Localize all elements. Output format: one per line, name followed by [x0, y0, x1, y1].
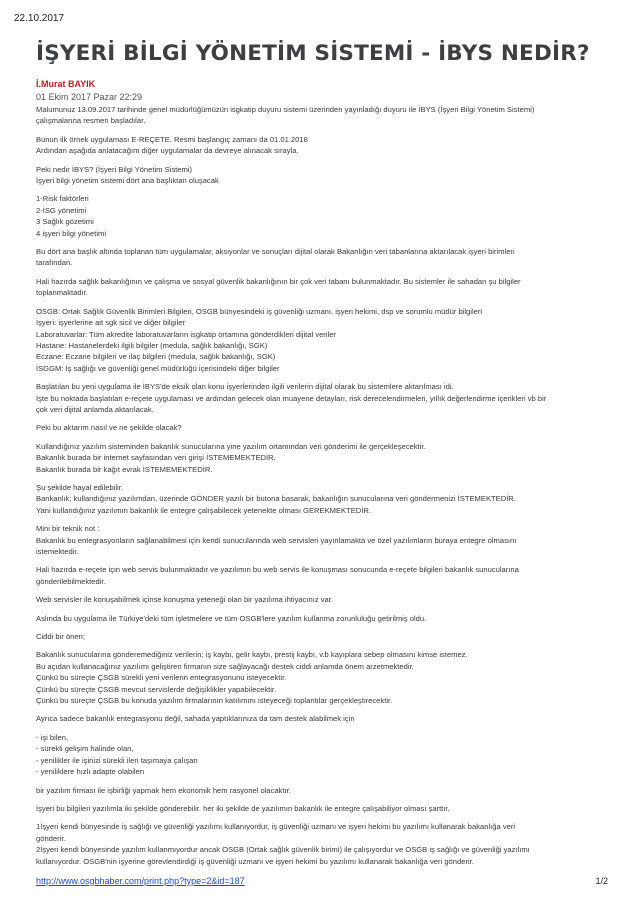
text-line: İSGGM: İş sağlığı ve güvenliği genel müdürlüğü içerisindeki diğer bilgiler — [36, 363, 280, 373]
text-line: Eczane: Eczane bilgileri ve ilaç bilgileri (medula, sağlık bakanlığı, SGK) — [36, 352, 276, 362]
text-line: toplanmaktadır. — [36, 288, 88, 298]
text-line: istemektedir. — [36, 547, 79, 556]
article-body — [36, 104, 598, 867]
text-line: Mini bir teknik not : — [36, 524, 100, 534]
text-line: İşte bu noktada başlatılan e-reçete uygulaması ve ardından gelecek olan muayene detayları, risk derecelendirmeleri, yıllık değerlendirme içerikleri vb bir — [36, 393, 547, 403]
paragraph — [36, 306, 598, 374]
paragraph — [36, 803, 598, 814]
text-line: Bu dört ana başlık altında toplanan tüm uygulamalar, aksiyonlar ve sonuçları dijital olarak Bakanlığın veri tabanlarına aktarılacak işyeri birimleri — [36, 247, 515, 257]
text-line: İşyeri bu bilgileri yazılımla iki şekilde gönderebilir. her iki şekilde de yazılımın bakanlık ile entegre çalışabiliyor olması şarttır. — [36, 803, 450, 813]
text-line: Peki bu aktarım nasıl ve ne şekilde olacak? — [36, 423, 182, 433]
text-line: Başlatılan bu yeni uygulama ile İBYS'de eksik olan konu işyerlerinden ilgili verilerin dijital olarak bu sistemlere aktarılması idi. — [36, 382, 454, 392]
paragraph — [36, 613, 598, 624]
text-line: çok veri dijital anlamda aktarılacak. — [36, 404, 154, 414]
text-line: Aslında bu uygulama ile Türkiye'deki tüm işletmelere ve tüm OSGB'lere yazılım kullanma zorunluluğu getirilmiş oldu. — [36, 613, 427, 623]
text-line: Peki nedir İBYS? (İşyeri Bilgi Yönetim Sistemi) — [36, 164, 193, 174]
text-line: tarafından. — [36, 258, 73, 268]
text-line: Ciddi bir öneri; — [36, 632, 85, 642]
paragraph — [36, 246, 598, 269]
text-line: gönderilebilmektedir. — [36, 576, 106, 586]
paragraph — [36, 381, 598, 415]
text-line: Bakanlık bu entegrasyonların sağlanabilmesi için kendi sunucularında web servisleri yayınlamakta ve özel yazılımların buraya entegre olmasını — [36, 535, 517, 545]
text-line: 1İşyeri kendi bünyesinde iş sağlığı ve güvenliği yazılımı kullanıyordur, iş güvenliği uzmanı ve işyeri hekimi bu yazılımı kullanarak bakanlığa veri — [36, 822, 516, 832]
print-date: 22.10.2017 — [14, 13, 65, 24]
paragraph — [36, 134, 598, 157]
text-line: Laboratuvarlar: Tüm akredite laboratuvarların isgkatip ortamına gönderdikleri dijital veriler — [36, 329, 336, 339]
text-line: OSGB: Ortak Sağlık Güvenlik Birimleri Bilgileri, OSGB bünyesindeki iş güvenliği uzmanı, işyeri hekimi, dsp ve sorumlu müdür bilgileri — [36, 306, 483, 316]
text-line: Malumunuz 13.09.2017 tarihinde genel müdürlüğümüzün isgkatip duyuru sistemi üzerinden yayınladığı duyuru ile İBYS (İşyeri Bilgi Yönetim Sistemi) — [36, 105, 535, 114]
text-line: - sürekli gelişim halinde olan, — [36, 744, 134, 754]
text-line: Çünkü bu süreçte ÇSGB mevcut servislerde değişiklikler yapabilecektir. — [36, 684, 277, 694]
paragraph — [36, 104, 598, 127]
text-line: çalışmalarına resmen başladılar. — [36, 116, 146, 126]
text-line: Bakanlık burada bir kağıt evrak İSTEMEMEKTEDİR. — [36, 464, 213, 474]
text-line: Hastane: Hastanelerdeki ilgili bilgiler (medula, sağlık bakanlığı, SGK) — [36, 340, 268, 350]
text-line: Şu şekilde hayal edilebilir. — [36, 482, 123, 492]
page-number: 1/2 — [595, 876, 608, 886]
text-line: Bankanlık; kullandığınız yazılımdan, üzerinde GÖNDER yazılı bir butona basarak, bakanlığın sunucularına veri göndermenizi İSTEMEKTEDİR. — [36, 494, 516, 504]
text-line: Bakanlık sunucularına gönderemediğiniz verilerin; iş kaybı, gelir kaybı, prestij kaybı, v.b kayıplara sebep olmasını kimse istemez. — [36, 650, 468, 660]
paragraph — [36, 482, 598, 516]
article-author[interactable]: İ.Murat BAYIK — [36, 79, 96, 89]
text-line: Hali hazırda sağlık bakanlığının ve çalışma ve sosyal güvenlik bakanlığının bir çok veri tabanı bulunmaktadır. Bu sistemler ile sahadan şu bilgiler — [36, 276, 521, 286]
paragraph — [36, 441, 598, 475]
paragraph — [36, 713, 598, 724]
text-line: gönderir. — [36, 833, 66, 843]
text-line: 1-Risk faktörleri — [36, 194, 89, 204]
text-line: 2-İSG yönetimi — [36, 205, 87, 215]
text-line: İşyeri bilgi yönetim sistemi dört ana başlıktan oluşacak — [36, 176, 219, 186]
text-line: Bunun ilk örnek uygulaması E-REÇETE. Resmi başlangıç zamanı da 01.01.2018 — [36, 134, 308, 144]
paragraph — [36, 785, 598, 796]
text-line: Ayrıca sadece bakanlık entegrasyonu değil, sahada yaptıklarınıza da tam destek alabilmek için — [36, 714, 355, 724]
paragraph — [36, 594, 598, 605]
paragraph — [36, 821, 598, 867]
paragraph — [36, 631, 598, 642]
text-line: 4 işyeri bilgi yönetimi — [36, 228, 107, 238]
paragraph — [36, 564, 598, 587]
text-line: Yani kullandığınız yazılımın bakanlık ile entegre çalışabilecek yetenekte olması GEREKMEKTEDİR. — [36, 505, 371, 515]
article-datetime: 01 Ekim 2017 Pazar 22:29 — [36, 92, 143, 102]
article — [36, 40, 598, 874]
text-line: Çünkü bu süreçte ÇSGB bu konuda yazılım firmalarının katılımını isteyeceği toplantılar gerçekleştirecektir. — [36, 696, 393, 706]
paragraph — [36, 649, 598, 706]
paragraph — [36, 523, 598, 557]
paragraph — [36, 164, 598, 187]
text-line: Bakanlık burada bir internet sayfasından veri girişi İSTEMEMEKTEDİR. — [36, 453, 276, 463]
text-line: İşyeri: işyerlerine ait sgk sicil ve diğer bilgiler — [36, 318, 185, 328]
text-line: - işi bilen, — [36, 732, 69, 742]
text-line: - yenilikler ile işinizi sürekli ileri taşımaya çalışan — [36, 755, 198, 765]
text-line: Bu açıdan kullanacağınız yazılımı geliştiren firmanın size sağlayacağı destek ciddi anlamda önem arzetmektedir. — [36, 661, 414, 671]
text-line: Web servisler ile konuşabilmek içinse konuşma yeteneği olan bir yazılıma ihtiyacınız var. — [36, 595, 333, 605]
text-line: kullanıyordur. OSGB'nin işyerine görevlendirdiği iş güvenliği uzmanı ve işyeri hekimi bu yazılımı kullanarak bakanlığa veri gönderir. — [36, 856, 474, 866]
text-line: Ardından aşağıda anlatacağım diğer uygulamalar da devreye alınacak sırayla. — [36, 146, 299, 156]
text-line: 2İşyeri kendi bünyesinde yazılım kullanmıyordur ancak OSGB (Ortak sağlık güvenlik birimi) ile çalışıyordur ve OSGB iş sağlığı ve güvenliği yazılımı — [36, 845, 530, 855]
paragraph — [36, 193, 598, 239]
paragraph — [36, 276, 598, 299]
paragraph — [36, 732, 598, 778]
text-line: Hali hazırda e-reçete için web servis bulunmaktadır ve yazılımın bu web servis ile konuşması sonucunda e-reçete bilgileri bakanlık sunucularına — [36, 565, 519, 575]
text-line: Kullandığınız yazılım sisteminden bakanlık sunucularına yine yazılım ortamından veri gönderimi ile gerçekleşecektir. — [36, 441, 426, 451]
footer-url-link[interactable]: http://www.osgbhaber.com/print.php?type=2&id=187 — [36, 876, 245, 886]
text-line: Çünkü bu süreçte ÇSGB sürekli yeni verilerin entegrasyonunu isteyecektir. — [36, 673, 287, 683]
text-line: 3 Sağlık gözetimi — [36, 217, 94, 227]
paragraph — [36, 422, 598, 433]
text-line: - yeniliklere hızlı adapte olabilen — [36, 767, 145, 777]
text-line: bir yazılım firması ile işbirliği yapmak hem ekonomik hem rasyonel olacaktır. — [36, 785, 291, 795]
article-title: İŞYERİ BİLGİ YÖNETİM SİSTEMİ - İBYS NEDİR? — [36, 41, 590, 66]
